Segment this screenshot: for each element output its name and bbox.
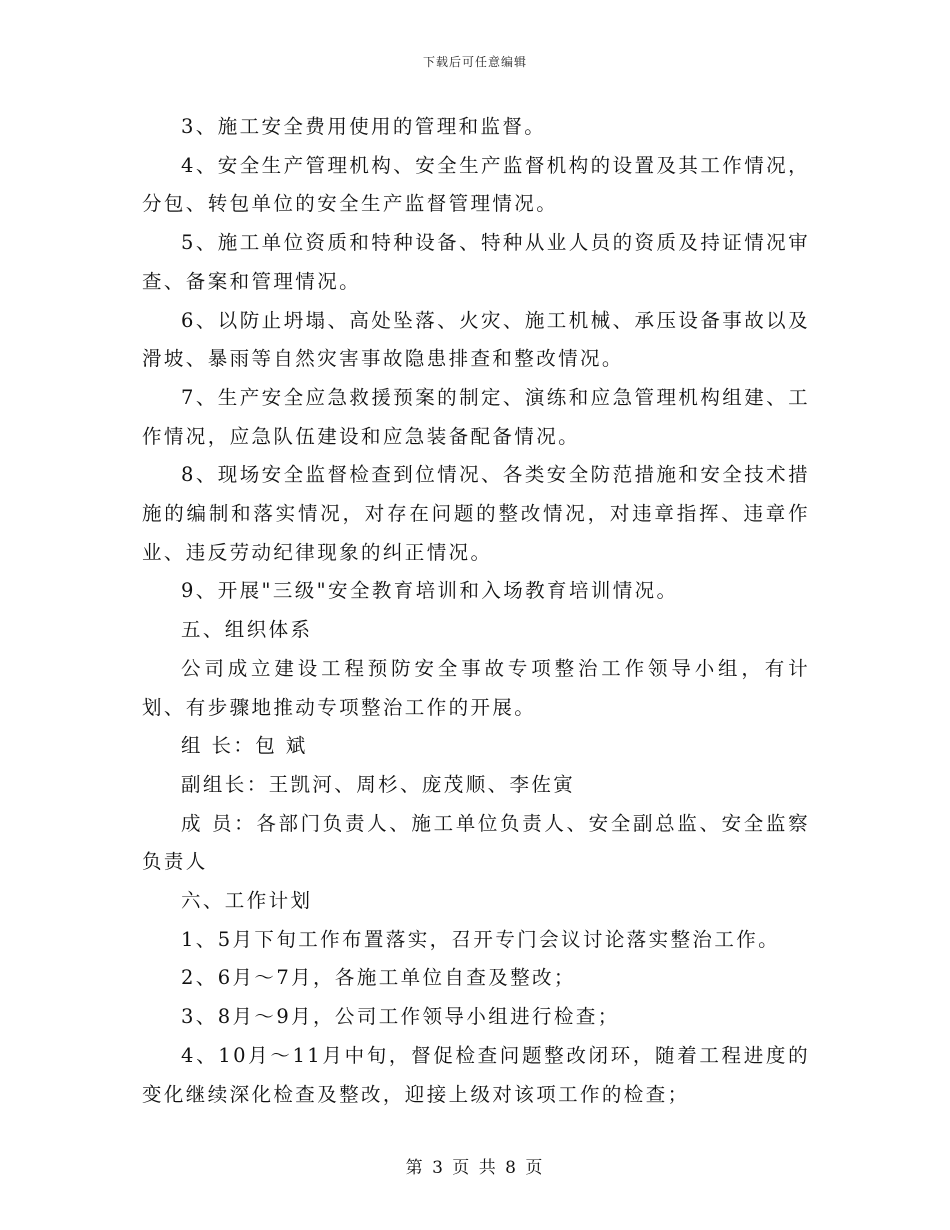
section-heading-organization: 五、组织体系 [181, 618, 313, 642]
paragraph-item-7: 7、生产安全应急救援预案的制定、演练和应急管理机构组建、工作情况，应急队伍建设和应急装备配备情况。 [142, 385, 810, 448]
members-line: 成 员：各部门负责人、施工单位负责人、安全副总监、安全监察负责人 [142, 811, 810, 874]
plan-item-4: 4、10月～11月中旬，督促检查问题整改闭环，随着工程进度的变化继续深化检查及整改，迎接上级对该项工作的检查； [142, 1043, 810, 1106]
paragraph-item-3: 3、施工安全费用使用的管理和监督。 [181, 115, 547, 138]
document-body [142, 108, 810, 1114]
paragraph-item-5: 5、施工单位资质和特种设备、特种从业人员的资质及持证情况审查、备案和管理情况。 [142, 231, 810, 293]
plan-item-1: 1、5月下旬工作布置落实，召开专门会议讨论落实整治工作。 [181, 927, 781, 951]
paragraph-item-9: 9、开展"三级"安全教育培训和入场教育培训情况。 [181, 579, 679, 603]
paragraph-item-8: 8、现场安全监督检查到位情况、各类安全防范措施和安全技术措施的编制和落实情况，对存在问题的整改情况，对违章指挥、违章作业、违反劳动纪律现象的纠正情况。 [142, 463, 810, 564]
paragraph-item-4: 4、安全生产管理机构、安全生产监督机构的设置及其工作情况，分包、转包单位的安全生产监督管理情况。 [142, 153, 810, 216]
deputy-leaders-line: 副组长：王凯河、周杉、庞茂顺、李佐寅 [181, 772, 576, 796]
page-header-note: 下载后可任意编辑 [422, 55, 527, 69]
plan-item-2: 2、6月～7月，各施工单位自查及整改； [181, 966, 576, 990]
page-number-footer: 第 3 页 共 8 页 [405, 1158, 545, 1178]
section-heading-work-plan: 六、工作计划 [181, 889, 313, 913]
paragraph-item-6: 6、以防止坍塌、高处坠落、火灾、施工机械、承压设备事故以及滑坡、暴雨等自然灾害事故隐患排查和整改情况。 [142, 308, 810, 371]
team-leader-line: 组 长：包 斌 [181, 734, 308, 758]
plan-item-3: 3、8月～9月，公司工作领导小组进行检查； [181, 1005, 620, 1029]
paragraph-organization-intro: 公司成立建设工程预防安全事故专项整治工作领导小组，有计划、有步骤地推动专项整治工作的开展。 [142, 656, 810, 719]
